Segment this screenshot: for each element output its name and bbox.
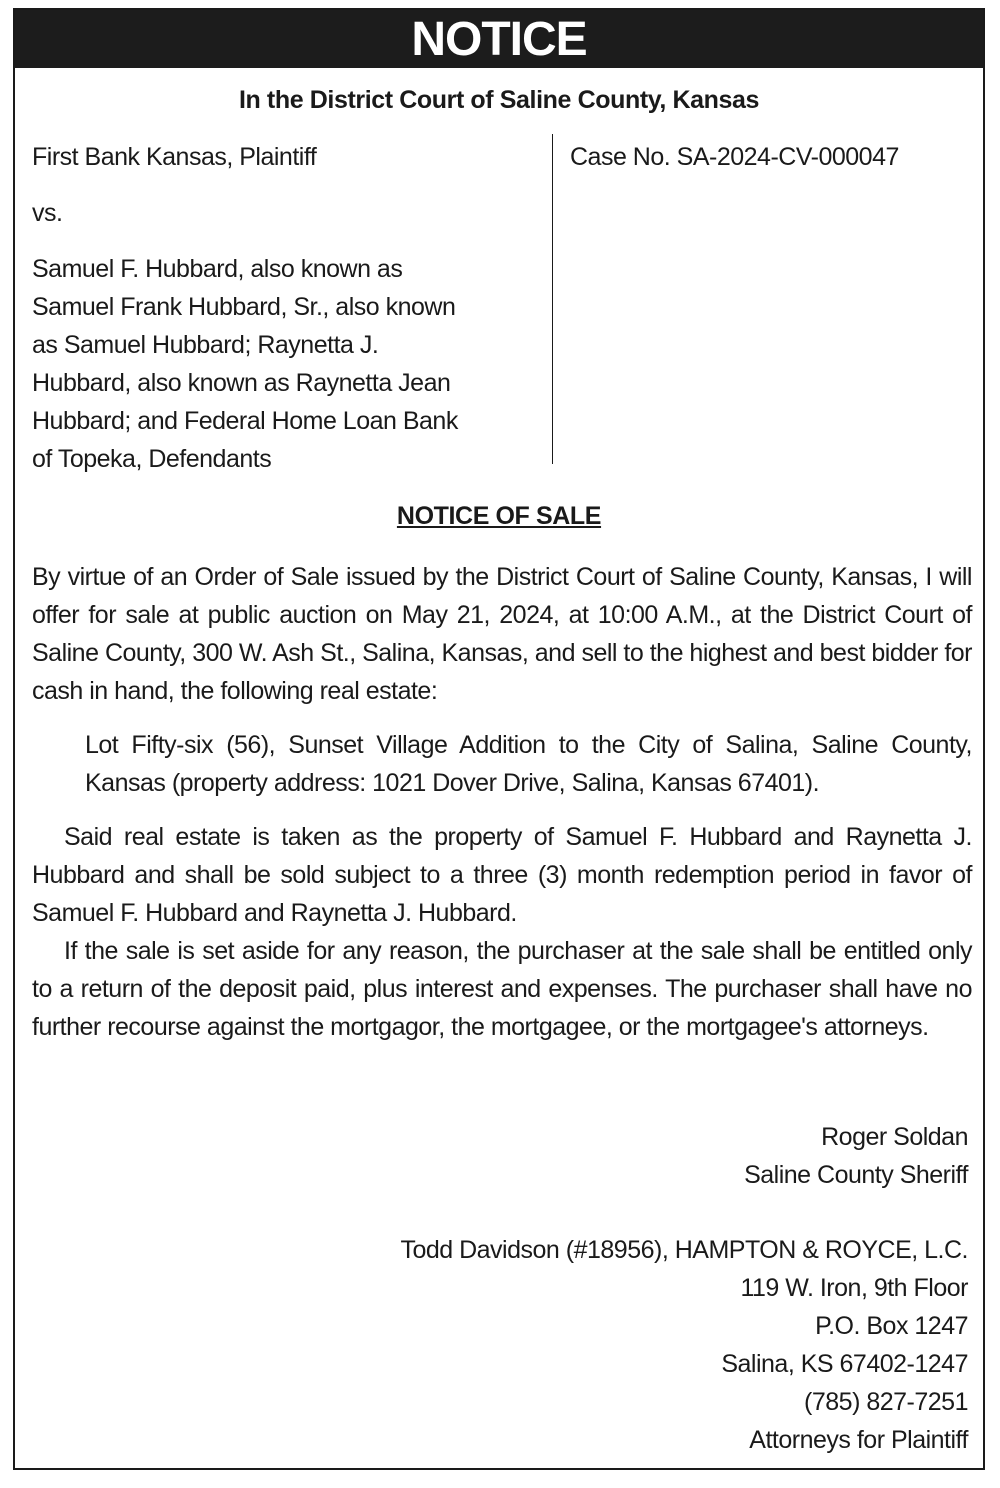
notice-body xyxy=(32,558,972,1046)
defendants-line: as Samuel Hubbard; Raynetta J. xyxy=(32,331,379,359)
attorney-address-line1: 119 W. Iron, 9th Floor xyxy=(740,1274,968,1302)
case-number: Case No. SA-2024-CV-000047 xyxy=(570,143,899,171)
sheriff-title: Saline County Sheriff xyxy=(744,1161,968,1189)
defendants-line: Samuel F. Hubbard, also known as xyxy=(32,255,403,283)
property-description: Lot Fifty-six (56), Sunset Village Addition to the City of Salina, Saline County, Kansas (property address: 1021 Dover Drive, Salina, Kansas 67401). xyxy=(85,731,972,797)
court-heading: In the District Court of Saline County, Kansas xyxy=(238,86,760,114)
case-caption-parties xyxy=(32,138,532,478)
intro-paragraph: By virtue of an Order of Sale issued by the District Court of Saline County, Kansas, I will offer for sale at public auction on May 21, 2024, at 10:00 A.M., at the District Court of Saline County, 300 W. Ash St., Salina, Kansas, and sell to the highest and best bidder for cash in hand, the following real estate: xyxy=(32,563,972,705)
attorney-city: Salina, KS 67402-1247 xyxy=(721,1350,968,1378)
attorney-address-line2: P.O. Box 1247 xyxy=(815,1312,968,1340)
redemption-paragraph: Said real estate is taken as the property of Samuel F. Hubbard and Raynetta J. Hubbard and shall be sold subject to a three (3) month redemption period in favor of Samuel F. Hubbard and Raynetta J. Hubbard. xyxy=(32,823,972,927)
notice-header: NOTICE xyxy=(15,10,983,68)
attorney-phone: (785) 827-7251 xyxy=(804,1388,968,1416)
defendants-line: Hubbard; and Federal Home Loan Bank xyxy=(32,407,458,435)
defendants-line: Hubbard, also known as Raynetta Jean xyxy=(32,369,451,397)
caption-divider xyxy=(552,134,553,464)
attorney-role: Attorneys for Plaintiff xyxy=(749,1426,968,1454)
notice-frame xyxy=(13,8,985,1470)
notice-of-sale-title: NOTICE OF SALE xyxy=(396,502,602,530)
signature-block xyxy=(400,1118,968,1459)
defendants xyxy=(32,250,532,478)
plaintiff: First Bank Kansas, Plaintiff xyxy=(32,143,317,171)
versus: vs. xyxy=(32,199,63,227)
sheriff-name: Roger Soldan xyxy=(821,1123,968,1151)
set-aside-paragraph: If the sale is set aside for any reason, the purchaser at the sale shall be entitled only to a return of the deposit paid, plus interest and expenses. The purchaser shall have no further recourse against the mortgagor, the mortgagee, or the mortgagee's attorneys. xyxy=(32,937,972,1041)
defendants-line: of Topeka, Defendants xyxy=(32,445,272,473)
defendants-line: Samuel Frank Hubbard, Sr., also known xyxy=(32,293,456,321)
attorney-name: Todd Davidson (#18956), HAMPTON & ROYCE, L.C. xyxy=(400,1236,968,1264)
